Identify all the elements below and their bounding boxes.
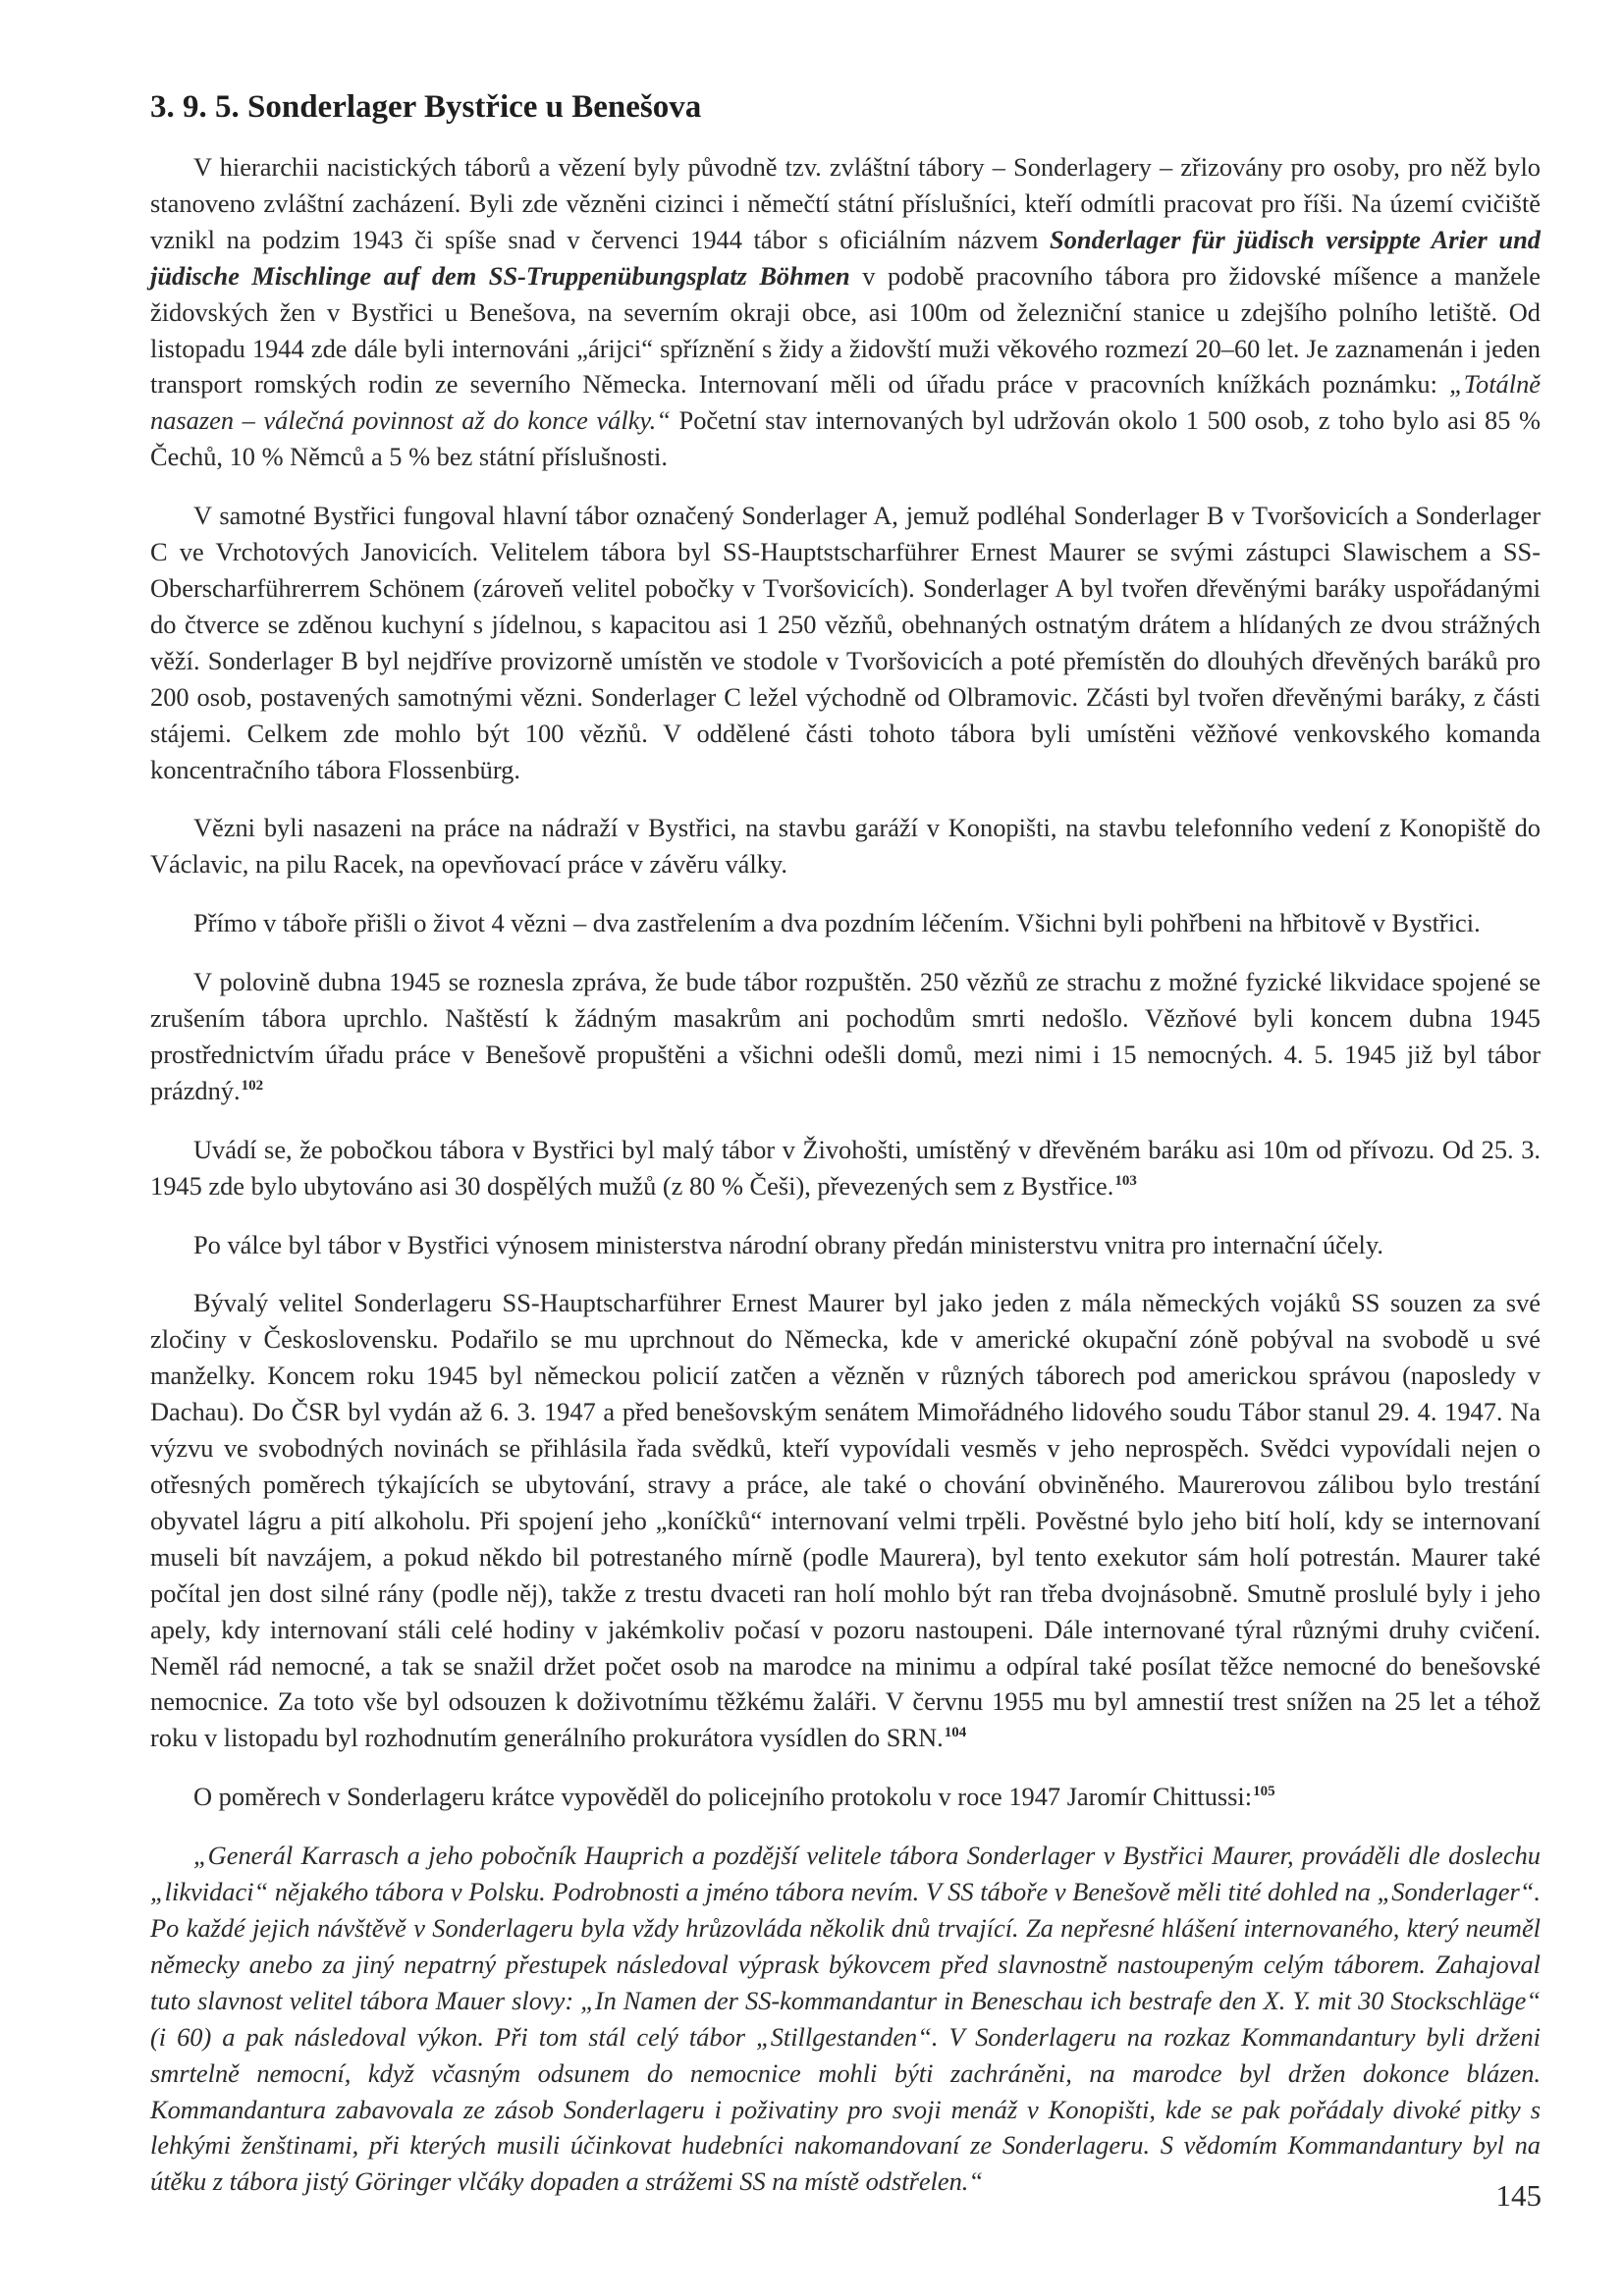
paragraph-text: V polovině dubna 1945 se roznesla zpráva, že bude tábor rozpuštěn. 250 vězňů ze strachu z možné fyzické likvidace spojené se zrušením tábora uprchlo. Naštěstí k žádným masakrům ani pochodům smrti nedošlo. Vězňové byli koncem dubna 1945 prostřednictvím úřadu práce v Benešově propuštěni a všichni odešli domů, mezi nimi i 15 nemocných. 4. 5. 1945 již byl tábor prázdný. bbox=[150, 967, 1541, 1105]
testimony-quote: „Generál Karrasch a jeho pobočník Hauprich a pozdější velitele tábora Sonderlager v Bystřici Maurer, prováděli dle doslechu „likvidaci“ nějakého tábora v Polsku. Podrobnosti a jméno tábora nevím. V SS táboře v Benešově měli tité dohled na „Sonderlager“. Po každé jejich návštěvě v Sonderlageru byla vždy hrůzovláda několik dnů trvající. Za nepřesné hlášení internovaného, který neuměl německy anebo za jiný nepatrný přestupek následoval výprask býkovcem před slavnostně nastoupeným celým táborem. Zahajoval tuto slavnost velitel tábora Mauer slovy: „In Namen der SS-kommandantur in Beneschau ich bestrafe den X. Y. mit 30 Stockschläge“ (i 60) a pak následoval výkon. Při tom stál celý tábor „Stillgestanden“. V Sonderlageru na rozkaz Kommandantury byli drženi smrtelně nemocní, když včasným odsunem do nemocnice mohli býti zachráněni, na marodce byl držen dokonce blázen. Kommandantura zabavovala ze zásob Sonderlageru i poživatiny pro svoji menáž v Konopišti, kde se pak pořádaly divoké pitky s lehkými ženštinami, při kterých musili účinkovat hudebníci nakomandovaní ze Sonderlageru. S vědomím Kommandantury byl na útěku z tábora jistý Göringer vlčáky dopaden a strážemi SS na místě odstřelen.“ bbox=[150, 1841, 1541, 2197]
paragraph-text: Bývalý velitel Sonderlageru SS-Hauptscharführer Ernest Maurer byl jako jeden z mála německých vojáků SS souzen za své zločiny v Československu. Podařilo se mu uprchnout do Německa, kde v americké okupační zóně pobýval na svobodě u své manželky. Koncem roku 1945 byl německou policií zatčen a vězněn v různých táborech pod americkou správou (naposledy v Dachau). Do ČSR byl vydán až 6. 3. 1947 a před benešovským senátem Mimořádného lidového soudu Tábor stanul 29. 4. 1947. Na výzvu ve svobodných novinách se přihlásila řada svědků, kteří vypovídali vesměs v jeho neprospěch. Svědci vypovídali nejen o otřesných poměrech týkajících se ubytování, stravy a práce, ale také o chování obviněného. Maurerovou zálibou bylo trestání obyvatel lágru a pití alkoholu. Při spojení jeho „koníčků“ internovaní velmi trpěli. Pověstné bylo jeho bití holí, kdy se internovaní museli bít navzájem, a pokud někdo bil potrestaného mírně (podle Maurera), byl tento exekutor sám holí potrestán. Maurer také počítal jen dost silné rány (podle něj), takže z trestu dvaceti ran holí mohlo být ran třeba dvojnásobně. Smutně proslulé byly i jeho apely, kdy internovaní stáli celé hodiny v jakémkoliv počasí v pozoru nastoupeni. Dále internované týral různými druhy cvičení. Neměl rád nemocné, a tak se snažil držet počet osob na marodce na minimu a odpíral také posílat těžce nemocné do benešovské nemocnice. Za toto vše byl odsouzen k doživotnímu těžkému žaláři. V červnu 1955 mu byl amnestií trest snížen na 25 let a téhož roku v listopadu byl rozhodnutím generálního prokurátora vysídlen do SRN. bbox=[150, 1288, 1541, 1753]
page-body bbox=[150, 86, 1541, 2222]
page-number: 145 bbox=[1495, 2178, 1542, 2213]
paragraph-dissolution bbox=[150, 964, 1541, 1109]
paragraph-labor: Vězni byli nasazeni na práce na nádraží v Bystřici, na stavbu garáží v Konopišti, na stavbu telefonního vedení z Konopiště do Václavic, na pilu Racek, na opevňovací práce v závěru války. bbox=[150, 813, 1541, 880]
paragraph-chittussi-intro bbox=[150, 1779, 1541, 1815]
paragraph-maurer-trial bbox=[150, 1285, 1541, 1756]
footnote-ref[interactable]: 105 bbox=[1253, 1784, 1275, 1800]
footnote-ref[interactable]: 102 bbox=[241, 1077, 264, 1094]
camp-official-name: Sonderlager für jüdisch versippte Arier und jüdische Mischlinge auf dem SS-Truppenübungsplatz Böhmen bbox=[150, 224, 1541, 291]
paragraph-text: O poměrech v Sonderlageru krátce vypověděl do policejního protokolu v roce 1947 Jaromír Chittussi: bbox=[193, 1782, 1253, 1812]
paragraph-zivohost bbox=[150, 1132, 1541, 1204]
paragraph-sonderlager-intro bbox=[150, 149, 1541, 475]
section-heading: 3. 9. 5. Sonderlager Bystřice u Benešova bbox=[150, 89, 702, 125]
footnote-ref[interactable]: 104 bbox=[944, 1725, 967, 1741]
work-book-note: „Totálně nasazen – válečná povinnost až do konce války.“ bbox=[150, 369, 1541, 436]
footnote-ref[interactable]: 103 bbox=[1114, 1172, 1137, 1189]
paragraph-camp-structure: V samotné Bystřici fungoval hlavní tábor označený Sonderlager A, jemuž podléhal Sonderlager B v Tvoršovicích a Sonderlager C ve Vrchotových Janovicích. Velitelem tábora byl SS-Hauptstscharführer Ernest Maurer se svými zástupci Slawischem a SS-Oberscharführerrem Schönem (zároveň velitel pobočky v Tvoršovicích). Sonderlager A byl tvořen dřevěnými baráky uspořádanými do čtverce se zděnou kuchyní s jídelnou, s kapacitou asi 1 250 vězňů, obehnaných ostnatým drátem a hlídaných ze dvou strážných věží. Sonderlager B byl nejdříve provizorně umístěn ve stodole v Tvoršovicích a poté přemístěn do dlouhých dřevěných baráků pro 200 osob, postavených samotnými vězni. Sonderlager C ležel východně od Olbramovic. Zčásti byl tvořen dřevěnými baráky, z části stájemi. Celkem zde mohlo být 100 vězňů. V oddělené části tohoto tábora byli umístěni věžňové venkovského komanda koncentračního tábora Flossenbürg. bbox=[150, 501, 1541, 784]
paragraph-text: Uvádí se, že pobočkou tábora v Bystřici byl malý tábor v Živohošti, umístěný v dřevěném baráku asi 10m od přívozu. Od 25. 3. 1945 zde bylo ubytováno asi 30 dospělých mužů (z 80 % Češi), převezených sem z Bystřice. bbox=[150, 1134, 1541, 1201]
paragraph-text: v podobě pracovního tábora pro židovské míšence a manžele židovských žen v Bystřici u Benešova, na severním okraji obce, asi 100m od železniční stanice u zdejšího polního letiště. Od listopadu 1944 zde dále byli internováni „árijci“ spříznění s židy a židovští muži věkového rozmezí 20–60 let. Je zaznamenán i jeden transport romských rodin ze severního Německa. Internovaní měli od úřadu práce v pracovních knížkách poznámku: bbox=[150, 260, 1541, 400]
paragraph-postwar: Po válce byl tábor v Bystřici výnosem ministerstva národní obrany předán ministerstvu vnitra pro internační účely. bbox=[193, 1229, 1383, 1259]
paragraph-text: Početní stav internovaných byl udržován okolo 1 500 osob, z toho bylo asi 85 % Čechů, 10 % Němců a 5 % bez státní příslušnosti. bbox=[150, 405, 1541, 472]
paragraph-text: V hierarchii nacistických táborů a vězení byly původně tzv. zvláštní tábory – Sonderlagery – zřizovány pro osoby, pro něž bylo stanoveno zvláštní zacházení. Byli zde vězněni cizinci i němečtí státní příslušníci, kteří odmítli pracovat pro říši. Na území cvičiště vznikl na podzim 1943 či spíše snad v červenci 1944 tábor s oficiálním názvem bbox=[150, 152, 1541, 254]
paragraph-deaths: Přímo v táboře přišli o život 4 vězni – dva zastřelením a dva pozdním léčením. Všichni byli pohřbeni na hřbitově v Bystřici. bbox=[193, 908, 1481, 938]
